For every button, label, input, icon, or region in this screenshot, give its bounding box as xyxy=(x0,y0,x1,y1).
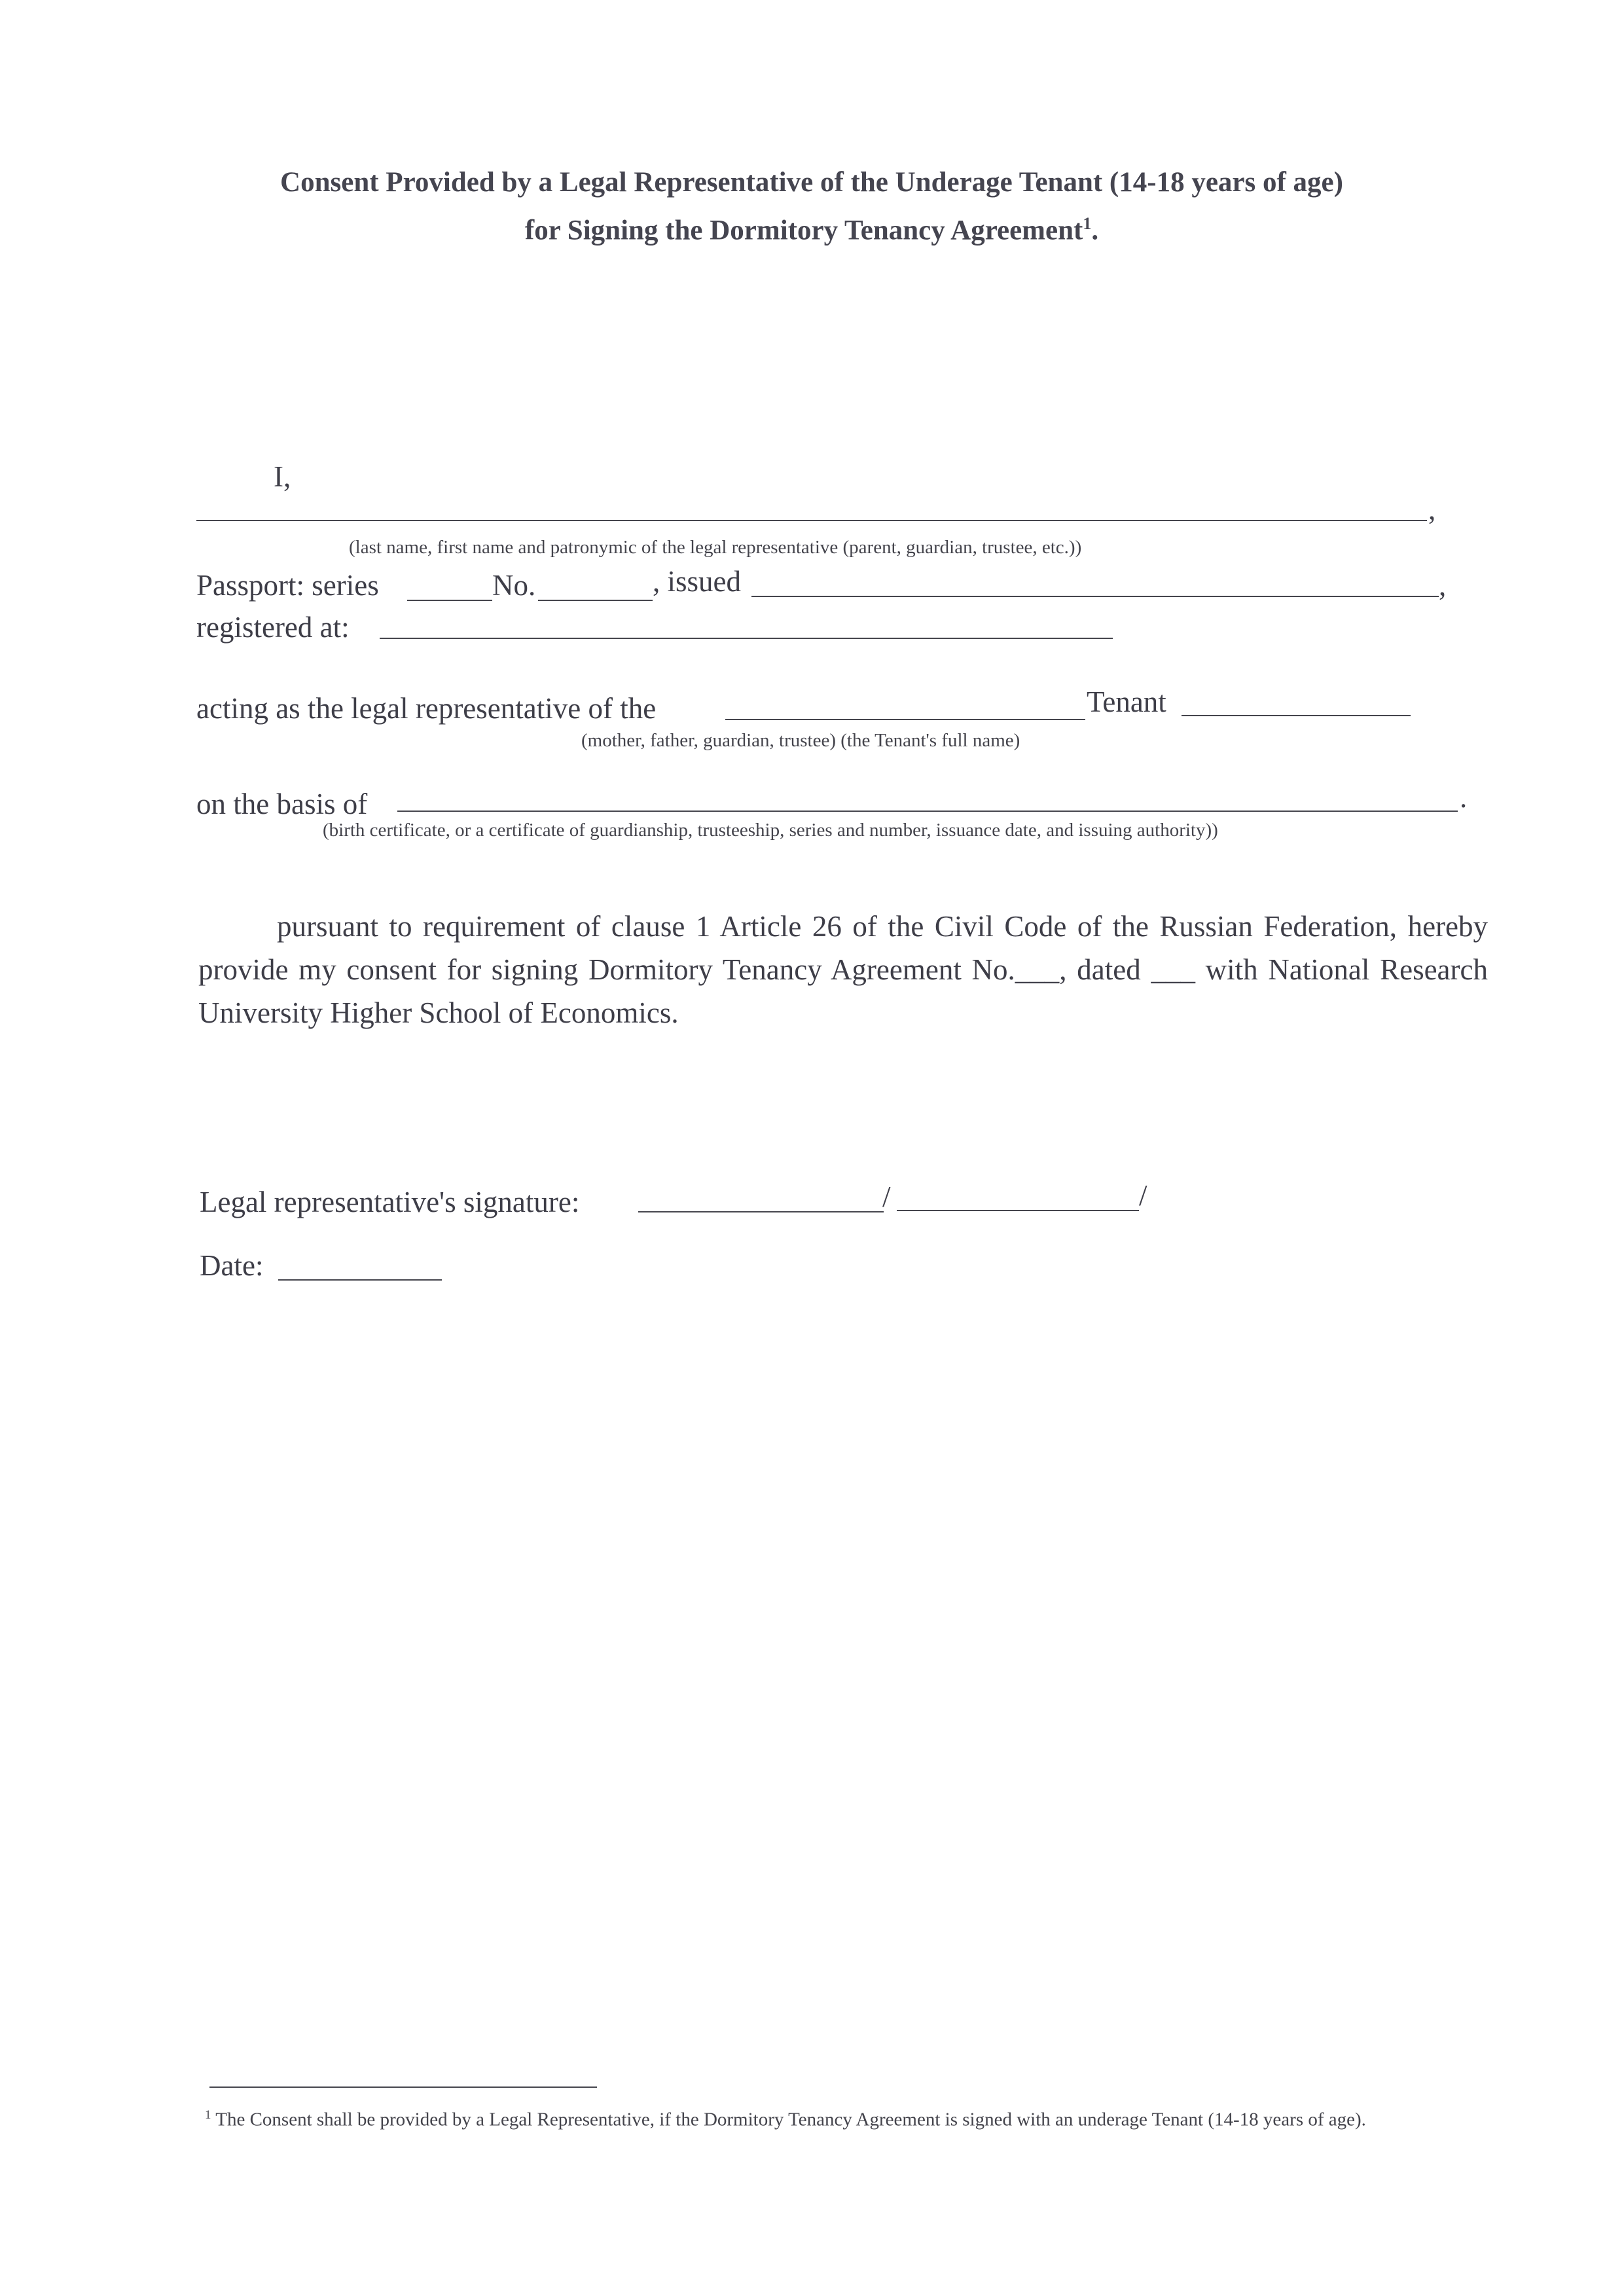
tenant-label: Tenant xyxy=(1087,685,1166,718)
footnote-mark: 1 xyxy=(205,2108,211,2122)
tenant-name-field[interactable] xyxy=(1182,715,1411,716)
signature-name-field[interactable] xyxy=(897,1210,1139,1211)
acting-as-label: acting as the legal representative of the xyxy=(196,692,657,725)
footnote-separator xyxy=(209,2086,597,2088)
relationship-field[interactable] xyxy=(725,719,1085,720)
signature-label: Legal representative's signature: xyxy=(200,1186,580,1218)
registered-at-label: registered at: xyxy=(196,611,350,644)
name-field-line[interactable] xyxy=(196,520,1427,521)
date-field[interactable] xyxy=(278,1279,442,1281)
title-period: . xyxy=(1091,215,1099,246)
passport-series-label: Passport: series xyxy=(196,569,379,602)
title-text: for Signing the Dormitory Tenancy Agreement xyxy=(524,215,1083,246)
issued-field-comma: , xyxy=(1439,569,1447,602)
name-field-caption: (last name, first name and patronymic of the legal representative (parent, guardian, trustee, etc.)) xyxy=(349,537,1082,558)
date-label: Date: xyxy=(200,1249,264,1282)
title-footnote-mark: 1 xyxy=(1083,214,1092,233)
passport-issued-label: , issued xyxy=(653,565,741,598)
consent-paragraph: pursuant to requirement of clause 1 Article 26 of the Civil Code of the Russian Federation, hereby provide my consent for signing Dormitory Tenancy Agreement No.___, dated ___ with National Research University Higher School of Economics. xyxy=(198,910,1488,1029)
i-label: I, xyxy=(274,460,291,493)
signature-slash-1: / xyxy=(882,1180,891,1213)
signature-slash-2: / xyxy=(1139,1179,1147,1212)
document-title-line-2 xyxy=(157,205,1466,249)
name-field-comma: , xyxy=(1428,493,1436,526)
basis-label: on the basis of xyxy=(196,788,368,820)
footnote-text: The Consent shall be provided by a Legal Representative, if the Dormitory Tenancy Agreement is signed with an underage Tenant (14-18 years of age). xyxy=(215,2109,1366,2130)
acting-as-caption: (mother, father, guardian, trustee) (the Tenant's full name) xyxy=(581,730,1020,751)
basis-caption: (birth certificate, or a certificate of guardianship, trusteeship, series and number, issuance date, and issuing authority)) xyxy=(323,820,1218,841)
basis-field[interactable] xyxy=(397,811,1458,812)
registered-at-field[interactable] xyxy=(380,638,1113,639)
document-title-line-1: Consent Provided by a Legal Representative of the Underage Tenant (14-18 years of age) xyxy=(280,167,1343,198)
passport-number-field[interactable] xyxy=(538,600,653,601)
passport-no-label: No. xyxy=(492,569,536,602)
passport-issued-field[interactable] xyxy=(751,596,1439,597)
basis-field-period: . xyxy=(1460,781,1468,814)
footnote xyxy=(205,2102,1494,2134)
signature-field[interactable] xyxy=(638,1211,884,1212)
passport-series-field[interactable] xyxy=(407,600,492,601)
